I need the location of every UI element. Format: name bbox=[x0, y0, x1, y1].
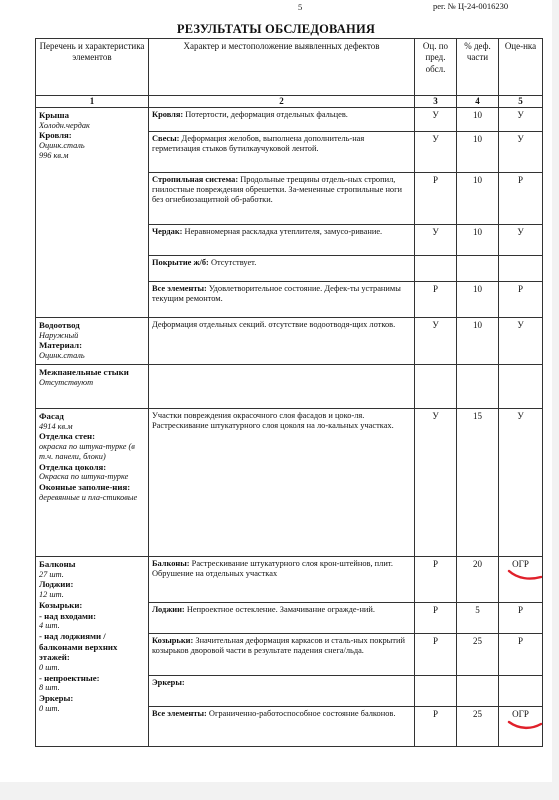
col-header-prev-rating: Оц. по пред. обсл. bbox=[415, 39, 457, 96]
table-row: Лоджии: Непроектное остекление. Замачивание огражде-ний. Р 5 Р bbox=[36, 602, 543, 633]
defect-text: Все элементы: Удовлетворительное состояние. Дефек-ты устранимы текущим ремонтом. bbox=[149, 281, 415, 317]
table-row: Балконы 27 шт. Лоджии: 12 шт. Козырьки: - над входами: 4 шт. - над лоджиями / балконами верхних этажей: 0 шт. - непроектные: 8 шт. Эркеры: 0 шт. Балконы: Растрескивание штукатурного слоя крон-штейнов, плит. Обрушение на отдельных участках Р 20 ОГР bbox=[36, 556, 543, 602]
col-header-elements: Перечень и характеристика элементов bbox=[36, 39, 149, 96]
table-row: Все элементы: Удовлетворительное состояние. Дефек-ты устранимы текущим ремонтом. Р 10 Р bbox=[36, 281, 543, 317]
element-roof: Крыша Холодн.чердак Кровля: Оцинк.сталь 996 кв.м bbox=[36, 107, 149, 317]
defect-text: Все элементы: Ограниченно-работоспособное состояние балконов. bbox=[149, 706, 415, 746]
table-row: Водоотвод Наружный Материал: Оцинк.сталь Деформация отдельных секций. отсутствие водоотводя-щих лотков. У 10 У bbox=[36, 317, 543, 364]
element-balconies: Балконы 27 шт. Лоджии: 12 шт. Козырьки: - над входами: 4 шт. - над лоджиями / балконами верхних этажей: 0 шт. - непроектные: 8 шт. Эркеры: 0 шт. bbox=[36, 556, 149, 746]
table-header-row bbox=[36, 39, 543, 96]
table-row: Чердак: Неравномерная раскладка утеплителя, замусо-ривание. У 10 У bbox=[36, 224, 543, 255]
registration-number: рег. № Ц-24-0016230 bbox=[433, 1, 509, 11]
element-facade: Фасад 4914 кв.м Отделка стен: окраска по штука-турке (в т.ч. панели, блоки) Отделка цоколя: Окраска по штука-турке Оконные заполне-ния: деревянные и пла-стиковые bbox=[36, 408, 149, 556]
table-row: Козырьки: Значительная деформация каркасов и сталь-ных покрытий козырьков дворовой части в результате падения снега/льда. Р 25 Р bbox=[36, 633, 543, 675]
page-title: РЕЗУЛЬТАТЫ ОБСЛЕДОВАНИЯ bbox=[176, 22, 376, 36]
page-number: 5 bbox=[298, 2, 303, 12]
defect-text: Покрытие ж/б: Отсутствует. bbox=[149, 255, 415, 281]
table-row: Фасад 4914 кв.м Отделка стен: окраска по штука-турке (в т.ч. панели, блоки) Отделка цоколя: Окраска по штука-турке Оконные заполне-ния: деревянные и пла-стиковые Участки повреждения окрасочного слоя фасадов и цоко-ля. Растрескивание штукатурного слоя цоколя на ло-кальных участках. У 15 У bbox=[36, 408, 543, 556]
col-number-2: 2 bbox=[149, 96, 415, 108]
red-underline-mark bbox=[508, 718, 542, 732]
table-row: Свесы: Деформация желобов, выполнена дополнитель-ная герметизация стыков бутилкаучуковой лентой. У 10 У bbox=[36, 131, 543, 172]
defect-text: Стропильная система: Продольные трещины отдель-ных стропил, гнилостные повреждения обрешетки. За-мененные стропильные ноги без огнебиозащитной об-работки. bbox=[149, 172, 415, 224]
col-number-3: 3 bbox=[415, 96, 457, 108]
rating-ogr-cell: ОГР bbox=[499, 706, 543, 746]
defect-text: Эркеры: bbox=[149, 675, 415, 706]
element-joints: Межпанельные стыки Отсутствуют bbox=[36, 364, 149, 408]
rating-ogr-cell: ОГР bbox=[499, 556, 543, 602]
column-numbers-row bbox=[36, 96, 543, 108]
defect-text: Балконы: Растрескивание штукатурного слоя крон-штейнов, плит. Обрушение на отдельных участках bbox=[149, 556, 415, 602]
col-header-defects: Характер и местоположение выявленных дефектов bbox=[149, 39, 415, 96]
defect-text: Свесы: Деформация желобов, выполнена дополнитель-ная герметизация стыков бутилкаучуковой лентой. bbox=[149, 131, 415, 172]
defect-text: Лоджии: Непроектное остекление. Замачивание огражде-ний. bbox=[149, 602, 415, 633]
col-number-1: 1 bbox=[36, 96, 149, 108]
red-underline-mark bbox=[508, 568, 542, 582]
results-table bbox=[35, 38, 543, 747]
table-row: Все элементы: Ограниченно-работоспособное состояние балконов. Р 25 ОГР bbox=[36, 706, 543, 746]
defect-text: Козырьки: Значительная деформация каркасов и сталь-ных покрытий козырьков дворовой части в результате падения снега/льда. bbox=[149, 633, 415, 675]
col-number-5: 5 bbox=[499, 96, 543, 108]
table-row bbox=[36, 364, 543, 408]
col-number-4: 4 bbox=[457, 96, 499, 108]
roof-title: Крыша bbox=[39, 109, 69, 120]
table-row: Стропильная система: Продольные трещины отдель-ных стропил, гнилостные повреждения обрешетки. За-мененные стропильные ноги без огнебиозащитной об-работки. Р 10 Р bbox=[36, 172, 543, 224]
defect-text: Участки повреждения окрасочного слоя фасадов и цоко-ля. Растрескивание штукатурного слоя цоколя на ло-кальных участках. bbox=[149, 408, 415, 556]
table-row: Крыша Холодн.чердак Кровля: Оцинк.сталь 996 кв.м Кровля: Потертости, деформация отдельных фальцев. У 10 У bbox=[36, 107, 543, 131]
element-drain: Водоотвод Наружный Материал: Оцинк.сталь bbox=[36, 317, 149, 364]
defect-text: Деформация отдельных секций. отсутствие водоотводя-щих лотков. bbox=[149, 317, 415, 364]
defect-text: Чердак: Неравномерная раскладка утеплителя, замусо-ривание. bbox=[149, 224, 415, 255]
defect-text: Кровля: Потертости, деформация отдельных фальцев. bbox=[149, 107, 415, 131]
col-header-defect-percent: % деф. части bbox=[457, 39, 499, 96]
col-header-rating: Оце-нка bbox=[499, 39, 543, 96]
